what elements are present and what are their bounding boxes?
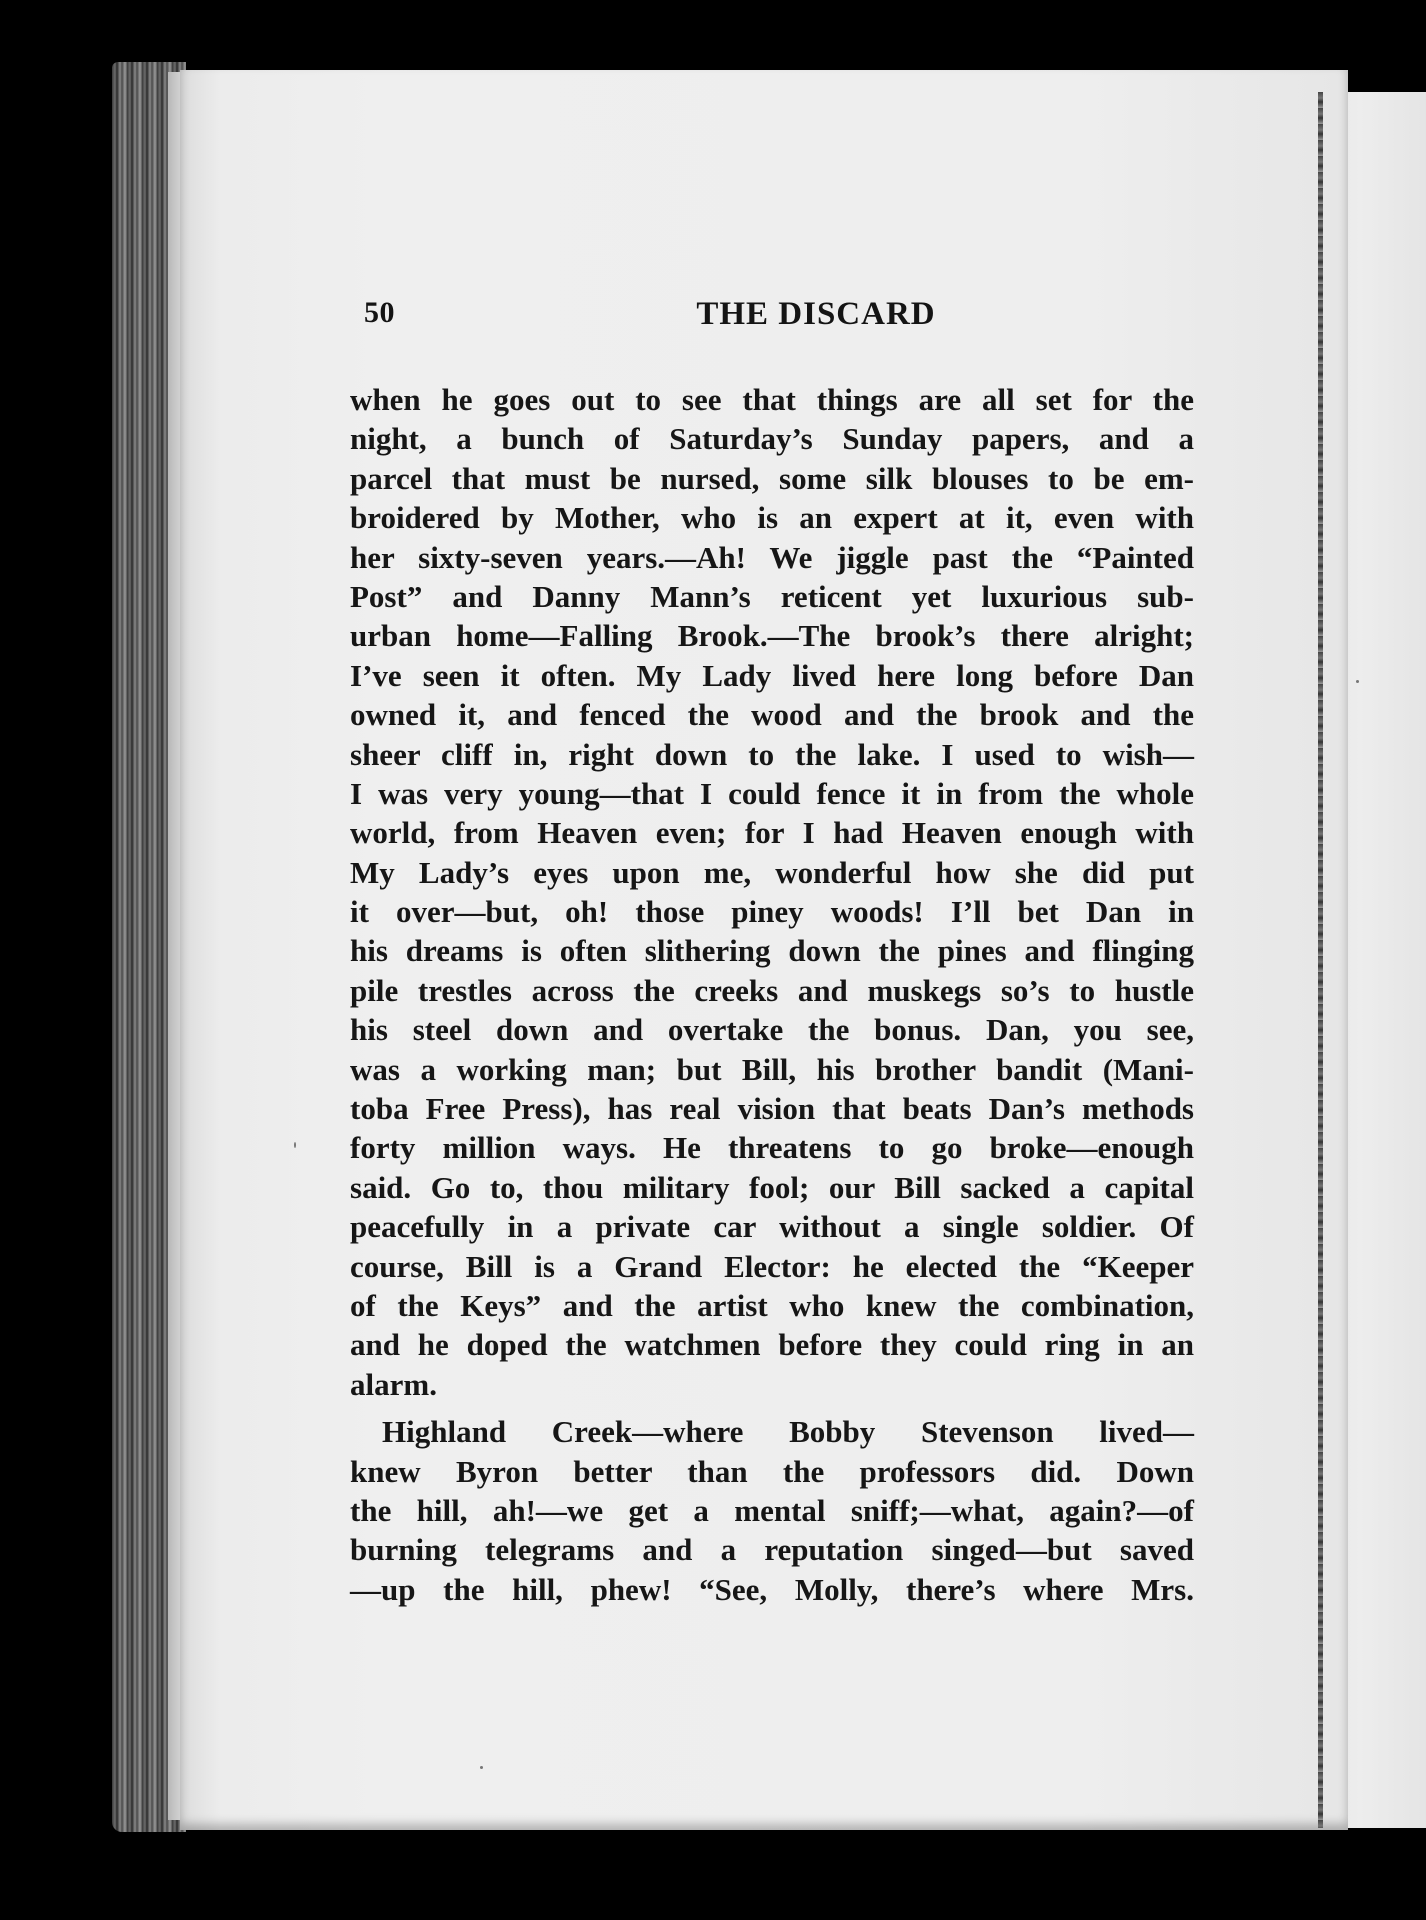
text-line: toba Free Press), has real vision that beats Dan’s methods — [350, 1091, 1194, 1127]
text-line: Post” and Danny Mann’s reticent yet luxurious sub- — [350, 578, 1194, 614]
text-line: —up the hill, phew! “See, Molly, there’s where Mrs. — [350, 1571, 1194, 1607]
text-line: was a working man; but Bill, his brother bandit (Mani- — [350, 1051, 1194, 1087]
text-line: said. Go to, thou military fool; our Bill sacked a capital — [350, 1169, 1194, 1205]
text-line: burning telegrams and a reputation singed—but saved — [350, 1532, 1194, 1568]
paragraph-1 — [350, 380, 1194, 1404]
text-line: I was very young—that I could fence it in from the whole — [350, 775, 1194, 811]
text-line: when he goes out to see that things are all set for the — [350, 382, 1194, 417]
paragraph-2 — [350, 1412, 1194, 1609]
text-line: owned it, and fenced the wood and the brook and the — [350, 697, 1194, 733]
text-line: the hill, ah!—we get a mental sniff;—what, again?—of — [350, 1492, 1194, 1528]
text-line: and he doped the watchmen before they could ring in an — [350, 1327, 1194, 1363]
text-line: night, a bunch of Saturday’s Sunday papers, and a — [350, 421, 1194, 457]
text-line: alarm. — [350, 1366, 437, 1402]
text-line: broidered by Mother, who is an expert at it, even with — [350, 500, 1194, 536]
page-header — [364, 296, 1198, 340]
text-line: world, from Heaven even; for I had Heaven enough with — [350, 815, 1194, 851]
text-line: parcel that must be nursed, some silk blouses to be em- — [350, 460, 1194, 496]
text-line: I’ve seen it often. My Lady lived here long before Dan — [350, 657, 1194, 693]
text-line: forty million ways. He threatens to go broke—enough — [350, 1130, 1194, 1166]
text-line: knew Byron better than the professors did. Down — [350, 1453, 1194, 1489]
scan-speck — [480, 1766, 483, 1769]
text-line: his steel down and overtake the bonus. Dan, you see, — [350, 1012, 1194, 1048]
running-title: THE DISCARD — [696, 296, 936, 332]
text-line: peacefully in a private car without a single soldier. Of — [350, 1209, 1194, 1245]
text-line: course, Bill is a Grand Elector: he elected the “Keeper — [350, 1248, 1194, 1284]
text-line: urban home—Falling Brook.—The brook’s there alright; — [350, 618, 1194, 654]
text-line: Highland Creek—where Bobby Stevenson lived— — [382, 1414, 1194, 1450]
text-line: of the Keys” and the artist who knew the combination, — [350, 1287, 1194, 1323]
text-line: pile trestles across the creeks and muskegs so’s to hustle — [350, 972, 1194, 1008]
text-line: it over—but, oh! those piney woods! I’ll bet Dan in — [350, 894, 1194, 930]
body-text — [350, 380, 1194, 1609]
text-line: sheer cliff in, right down to the lake. I used to wish— — [350, 736, 1194, 772]
scan-speck — [294, 1142, 296, 1148]
text-line: My Lady’s eyes upon me, wonderful how she did put — [350, 854, 1194, 890]
gutter-shadow — [1318, 92, 1323, 1828]
scan-speck — [1356, 680, 1359, 683]
text-line: his dreams is often slithering down the pines and flinging — [350, 933, 1194, 969]
page-number: 50 — [364, 296, 395, 329]
text-line: her sixty-seven years.—Ah! We jiggle past the “Painted — [350, 539, 1194, 575]
